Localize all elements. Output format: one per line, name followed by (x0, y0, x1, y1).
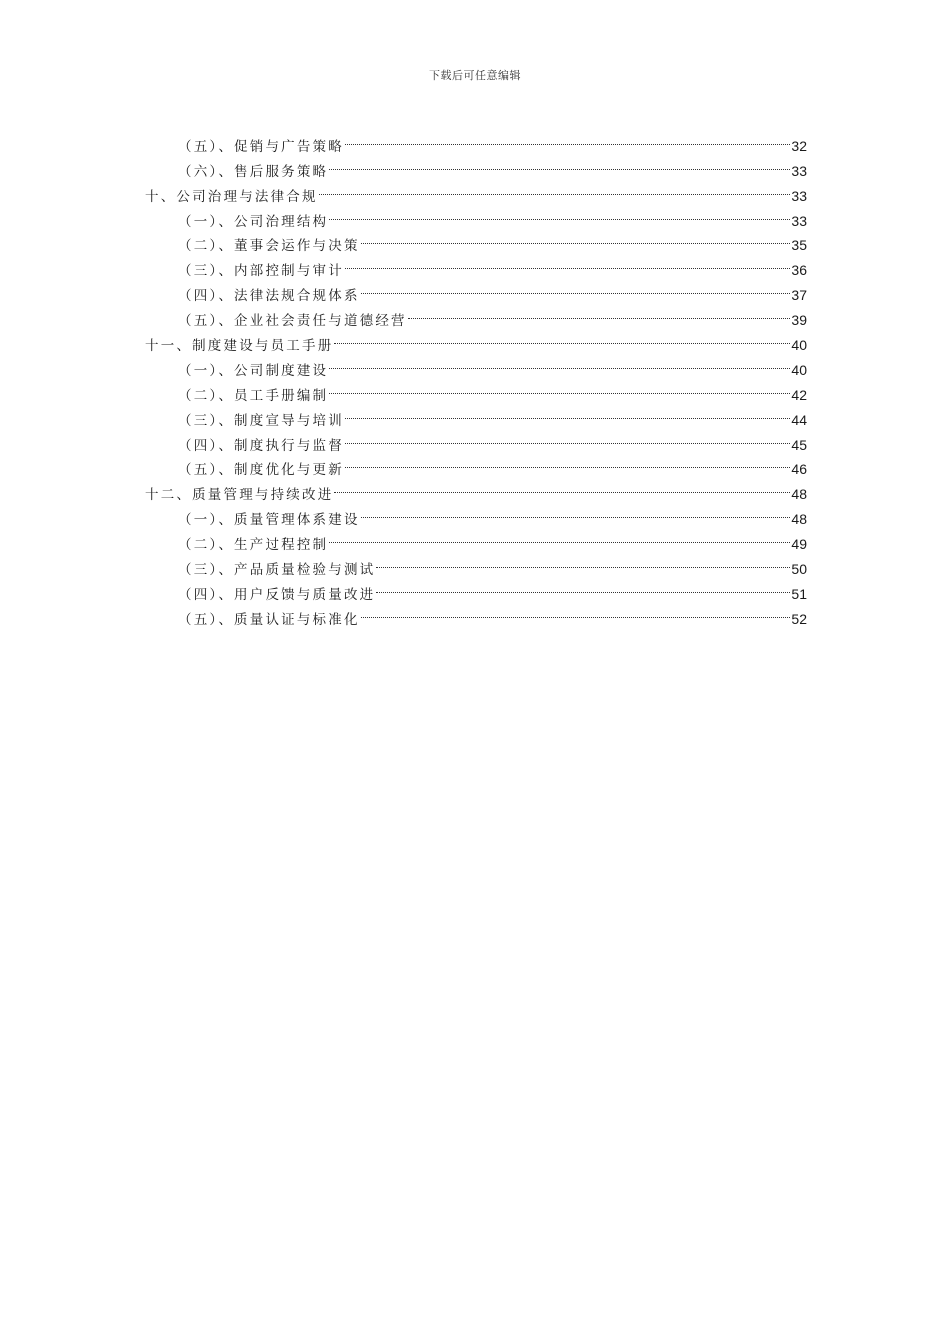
toc-entry-title: （二）、员工手册编制 (178, 387, 329, 404)
toc-page-number: 48 (791, 486, 807, 503)
toc-entry-title: （一）、公司治理结构 (178, 213, 329, 230)
toc-dot-leader (361, 599, 791, 624)
table-of-contents (145, 126, 807, 628)
toc-entry-title: （四）、用户反馈与质量改进 (178, 586, 376, 603)
toc-page-number: 40 (791, 337, 807, 354)
toc-page-number: 33 (791, 187, 807, 204)
toc-page-number: 35 (791, 237, 807, 254)
toc-entry-title: （五）、制度优化与更新 (178, 462, 344, 479)
toc-dot-leader (329, 524, 790, 549)
toc-entry-title: （三）、制度宣导与培训 (178, 412, 344, 429)
toc-dot-leader (376, 574, 790, 599)
toc-page-number: 48 (791, 511, 807, 528)
toc-page-number: 33 (791, 162, 807, 179)
toc-entry-title: 十、公司治理与法律合规 (145, 188, 318, 205)
toc-entry-title: 十二、质量管理与持续改进 (145, 487, 334, 504)
toc-entry-title: （三）、内部控制与审计 (178, 263, 344, 280)
toc-entry-title: （二）、生产过程控制 (178, 537, 329, 554)
toc-dot-leader (408, 300, 791, 325)
toc-page-number: 39 (791, 312, 807, 329)
toc-entry-title: （三）、产品质量检验与测试 (178, 562, 376, 579)
toc-entry-title: （四）、法律法规合规体系 (178, 288, 360, 305)
toc-page-number: 44 (791, 411, 807, 428)
toc-page-number: 40 (791, 361, 807, 378)
toc-entry-title: （一）、质量管理体系建设 (178, 512, 360, 529)
toc-page-number: 52 (791, 610, 807, 627)
toc-dot-leader (345, 126, 790, 151)
toc-entry-title: （六）、售后服务策略 (178, 163, 329, 180)
toc-dot-leader (334, 474, 790, 499)
toc-page-number: 45 (791, 436, 807, 453)
toc-dot-leader (376, 549, 790, 574)
toc-page-number: 32 (791, 137, 807, 154)
toc-dot-leader (361, 226, 791, 251)
toc-dot-leader (329, 375, 790, 400)
toc-dot-leader (345, 400, 790, 425)
toc-dot-leader (345, 450, 790, 475)
toc-page-number: 50 (791, 561, 807, 578)
toc-page-number: 46 (791, 461, 807, 478)
toc-page-number: 36 (791, 262, 807, 279)
toc-entry-title: （五）、质量认证与标准化 (178, 611, 360, 628)
toc-dot-leader (329, 201, 790, 226)
toc-dot-leader (329, 350, 790, 375)
toc-dot-leader (319, 176, 791, 201)
toc-page-number: 51 (791, 585, 807, 602)
toc-entry-title: （五）、促销与广告策略 (178, 138, 344, 155)
toc-page-number: 42 (791, 386, 807, 403)
toc-dot-leader (329, 151, 790, 176)
toc-section-entry[interactable] (145, 126, 807, 155)
toc-dot-leader (345, 250, 790, 275)
toc-page-number: 49 (791, 536, 807, 553)
toc-entry-title: （一）、公司制度建设 (178, 362, 329, 379)
toc-dot-leader (334, 325, 790, 350)
toc-dot-leader (345, 425, 790, 450)
page-header: 下载后可任意编辑 (429, 69, 521, 82)
toc-dot-leader (361, 499, 791, 524)
toc-entry-title: （二）、董事会运作与决策 (178, 238, 360, 255)
toc-entry-title: （四）、制度执行与监督 (178, 437, 344, 454)
toc-entry-title: （五）、企业社会责任与道德经营 (178, 313, 407, 330)
toc-dot-leader (361, 275, 791, 300)
toc-page-number: 33 (791, 212, 807, 229)
toc-entry-title: 十一、制度建设与员工手册 (145, 338, 334, 355)
toc-page-number: 37 (791, 287, 807, 304)
